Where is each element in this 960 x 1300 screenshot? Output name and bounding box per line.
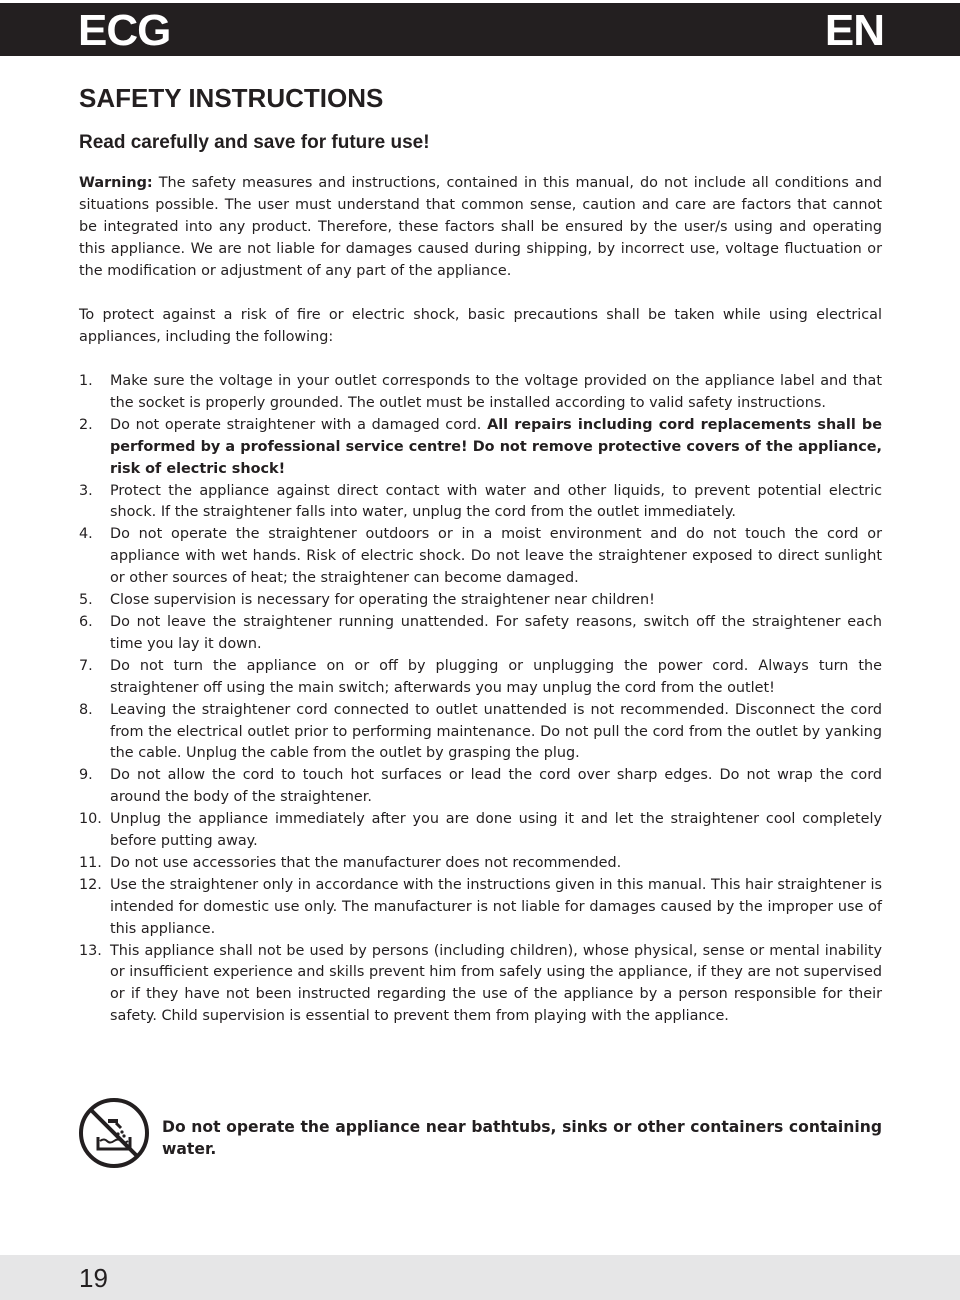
- warning-paragraph: [79, 173, 882, 283]
- brand-logo: ECG: [78, 6, 171, 55]
- item-text: Protect the appliance against direct contact with water and other liquids, to prevent potential electric shock. If the straightener falls into water, unplug the cord from the outlet immediately.: [110, 482, 882, 521]
- list-item: [79, 612, 882, 656]
- item-number: 8.: [79, 701, 93, 718]
- item-text: Do not use accessories that the manufacturer does not recommended.: [110, 854, 622, 871]
- item-text: Unplug the appliance immediately after you are done using it and let the straightener cool completely before putting away.: [110, 811, 882, 850]
- item-number: 9.: [79, 767, 93, 784]
- list-item: [79, 415, 882, 481]
- item-number: 2.: [79, 416, 93, 433]
- item-number: 1.: [79, 373, 93, 389]
- item-number: 6.: [79, 613, 93, 630]
- list-item: [79, 656, 882, 700]
- list-item: [79, 875, 882, 941]
- list-item: [79, 765, 882, 809]
- item-number: 4.: [79, 526, 93, 543]
- list-item: [79, 481, 882, 525]
- list-item: [79, 590, 882, 612]
- item-text: Do not operate straightener with a damaged cord.: [110, 416, 488, 433]
- no-water-icon: [78, 1097, 150, 1169]
- instruction-list: [79, 371, 882, 1028]
- item-text: Make sure the voltage in your outlet corresponds to the voltage provided on the appliance label and that the socket is properly grounded. The outlet must be installed according to valid safety instructions.: [110, 373, 882, 411]
- item-text: Leaving the straightener cord connected to outlet unattended is not recommended. Disconnect the cord from the electrical outlet prior to performing maintenance. Do not pull the cord from the outlet by yanking the cable. Unplug the cable from the outlet by grasping the plug.: [110, 701, 882, 762]
- footer-bar: [0, 1255, 960, 1300]
- language-code: EN: [824, 6, 884, 55]
- page-subtitle: Read carefully and save for future use!: [79, 132, 430, 153]
- list-item: [79, 371, 882, 415]
- item-text: Do not leave the straightener running unattended. For safety reasons, switch off the straightener each time you lay it down.: [110, 613, 882, 652]
- item-text: Do not operate the straightener outdoors or in a moist environment and do not touch the cord or appliance with wet hands. Risk of electric shock. Do not leave the straightener exposed to direct sunlight or other sources of heat; the straightener can become damaged.: [110, 526, 882, 587]
- item-text: Do not allow the cord to touch hot surfaces or lead the cord over sharp edges. Do not wrap the cord around the body of the straightener.: [110, 767, 882, 806]
- item-number: 11.: [79, 854, 102, 871]
- list-item: [79, 524, 882, 590]
- list-item: [79, 941, 882, 1029]
- precautions-intro: To protect against a risk of fire or electric shock, basic precautions shall be taken while using electrical appliances, including the following:: [79, 307, 882, 345]
- item-number: 7.: [79, 657, 93, 674]
- item-number: 5.: [79, 592, 93, 609]
- page-number: 19: [79, 1263, 108, 1293]
- item-bold-text: All repairs including cord replacements shall be performed by a professional service centre! Do not remove protective covers of the appliance, risk of electric shock!: [110, 416, 882, 477]
- item-text: Close supervision is necessary for operating the straightener near children!: [110, 592, 655, 609]
- item-text: This appliance shall not be used by persons (including children), whose physical, sense or mental inability or insufficient experience and skills prevent him from safely using the appliance, if they are not supervised or if they have not been instructed regarding the use of the appliance by a person responsible for their safety. Child supervision is essential to prevent them from playing with the appliance.: [110, 942, 882, 1025]
- list-item: [79, 700, 882, 766]
- list-item: [79, 853, 882, 875]
- warning-label: Warning:: [79, 175, 153, 191]
- item-number: 3.: [79, 482, 93, 499]
- item-number: 12.: [79, 876, 102, 893]
- item-text: Do not turn the appliance on or off by plugging or unplugging the power cord. Always turn the straightener off using the main switch; afterwards you may unplug the cord from the outlet!: [110, 657, 882, 696]
- item-number: 13.: [79, 942, 102, 959]
- header-bar: [0, 3, 960, 56]
- warning-text: The safety measures and instructions, contained in this manual, do not include all conditions and situations possible. The user must understand that common sense, caution and care are factors that cannot be integrated into any product. Therefore, these factors shall be ensured by the user/s using and operating this appliance. We are not liable for damages caused during shipping, by incorrect use, voltage fluctuation or the modification or adjustment of any part of the appliance.: [79, 175, 882, 279]
- item-text: Use the straightener only in accordance with the instructions given in this manual. This hair straightener is intended for domestic use only. The manufacturer is not liable for damages caused by the improper use of this appliance.: [110, 876, 882, 937]
- item-number: 10.: [79, 811, 102, 828]
- list-item: [79, 809, 882, 853]
- page-title: SAFETY INSTRUCTIONS: [79, 83, 384, 113]
- water-warning-notice: Do not operate the appliance near bathtubs, sinks or other containers containing water.: [162, 1118, 882, 1158]
